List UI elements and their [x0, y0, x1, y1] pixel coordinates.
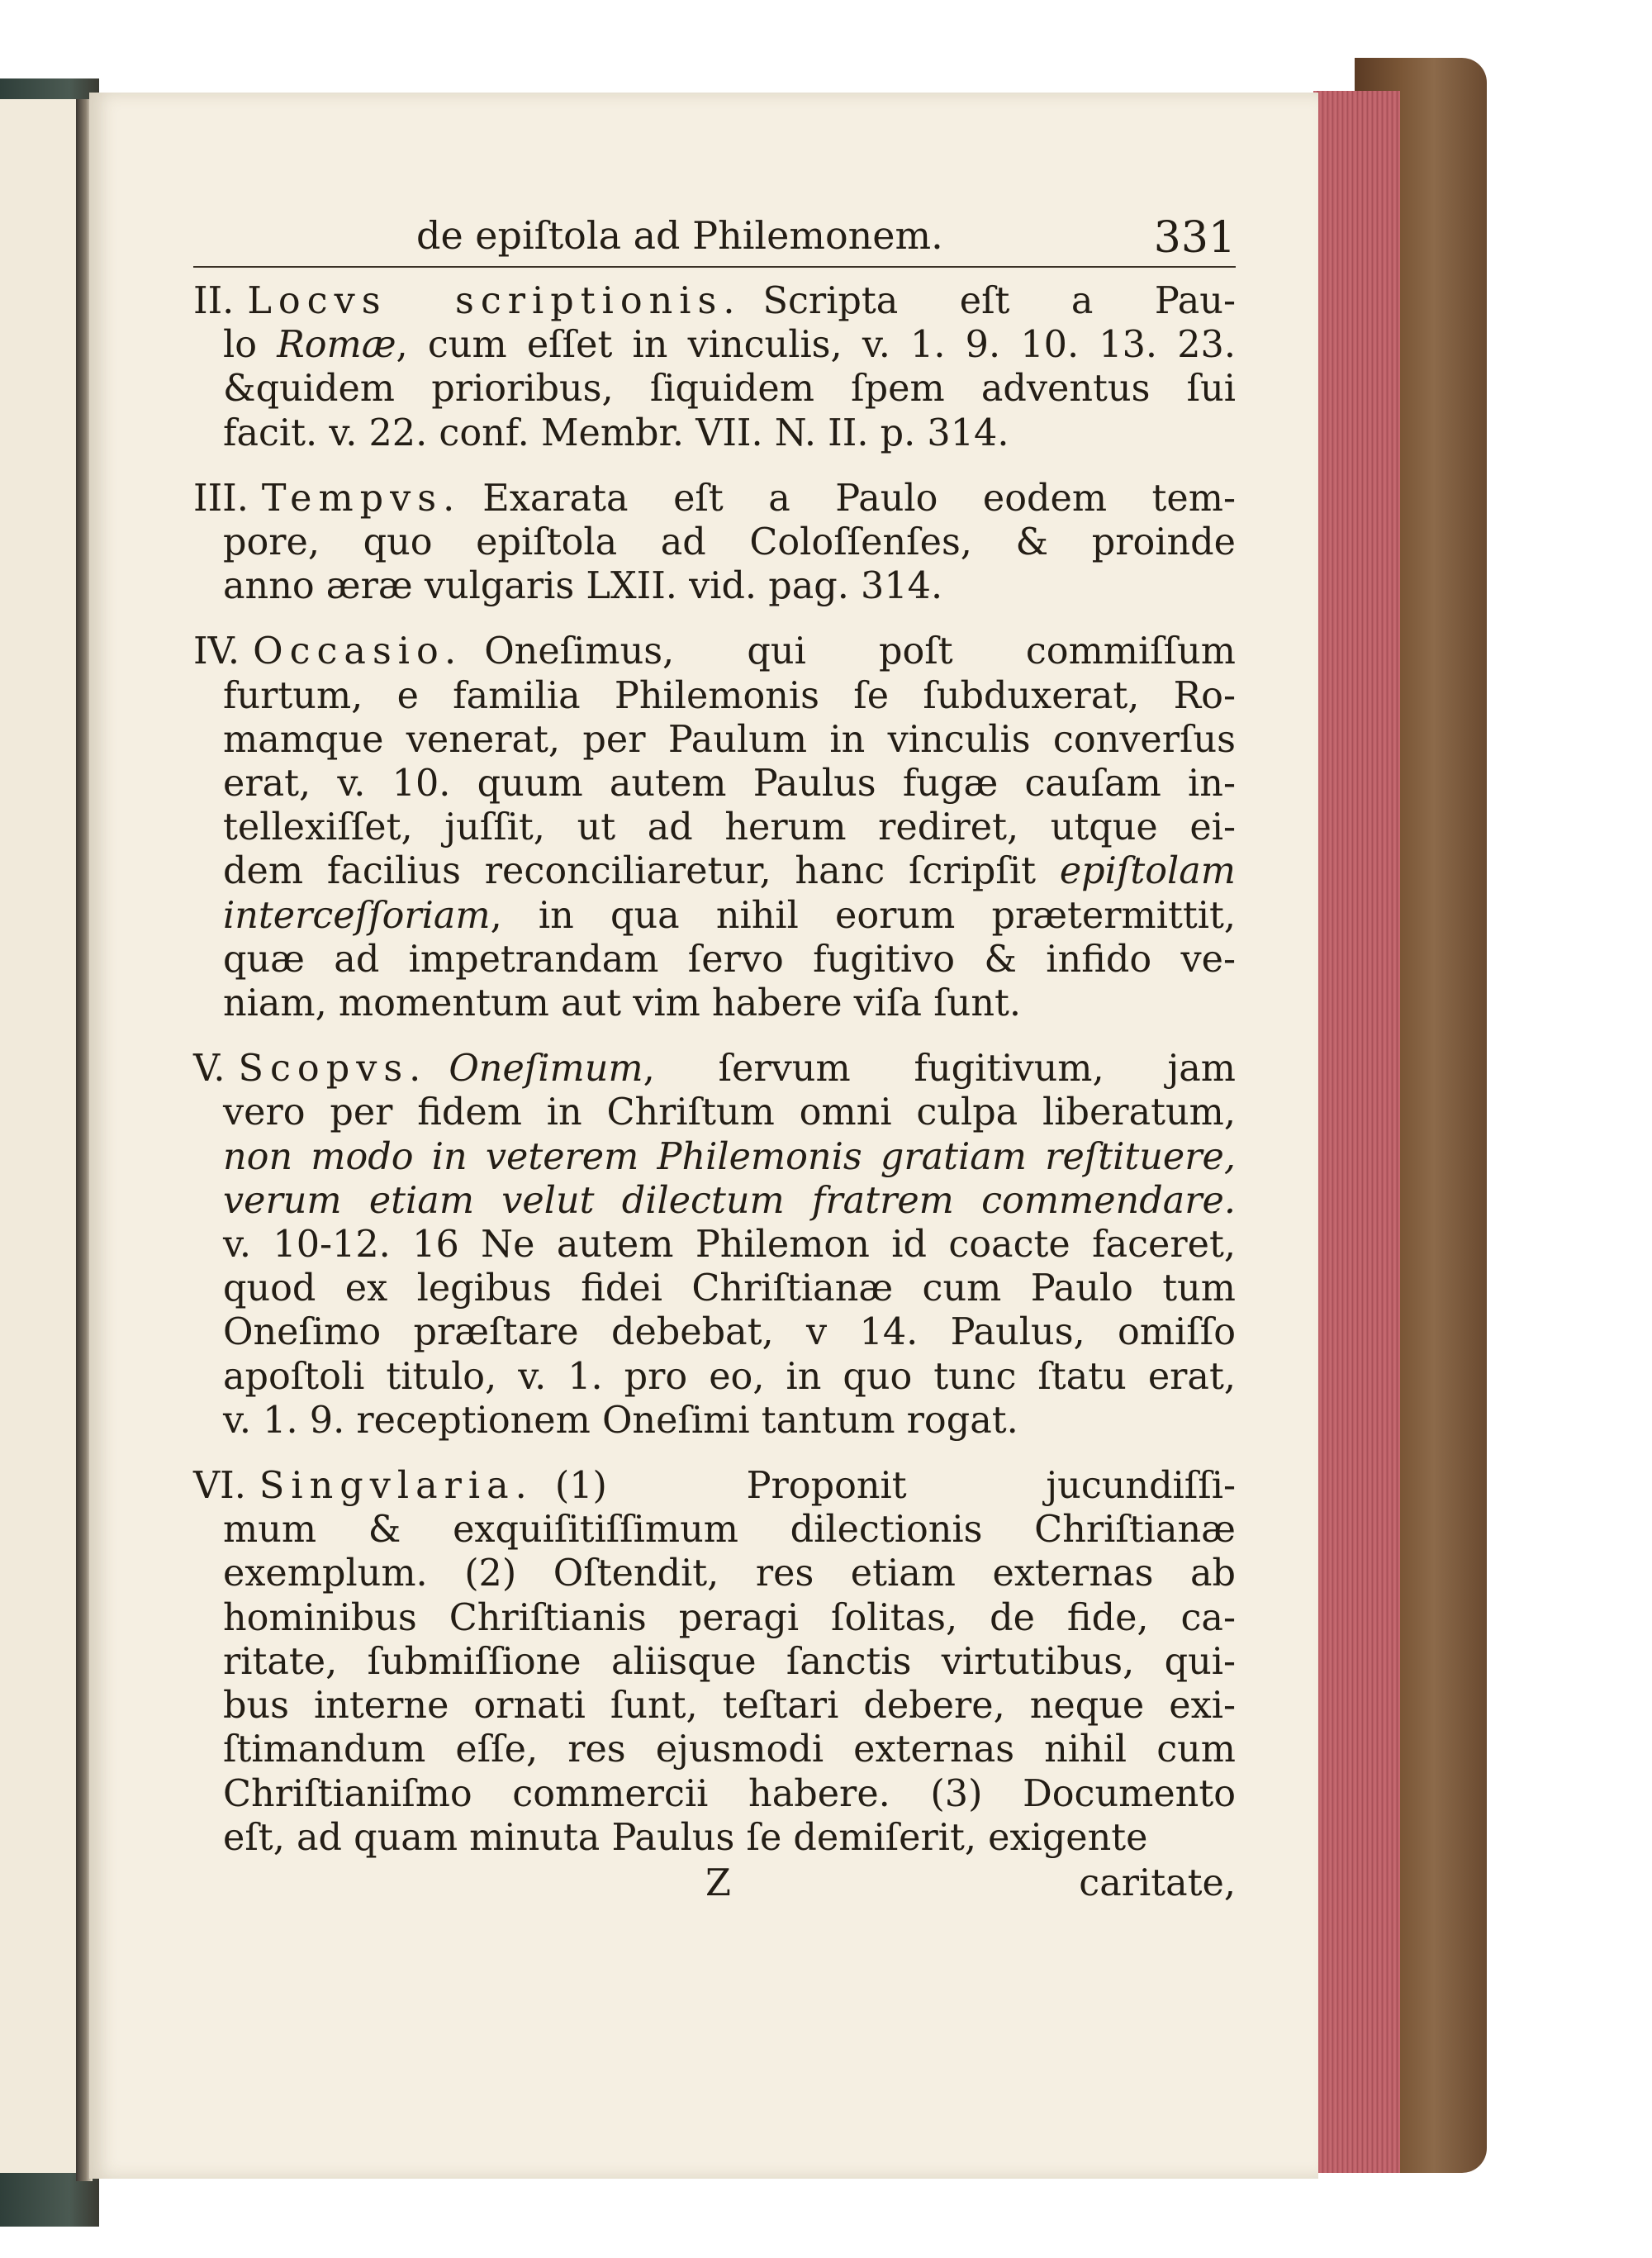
section-first-line [193, 279, 1236, 323]
line-text: tellexiſſet, juſſit, ut ad herum rediret, utque ei- [223, 806, 1236, 849]
text-line [193, 1091, 1236, 1134]
line-text: Scripta eſt a Pau- [762, 280, 1236, 322]
section-number: III. [193, 477, 249, 520]
text-line [193, 1399, 1236, 1443]
line-text: Exarata eſt a Paulo eodem tem- [482, 477, 1236, 520]
line-text: hominibus Chriſtianis peragi ſolitas, de fide, ca- [223, 1596, 1236, 1639]
line-text: Chriſtianiſmo commercii habere. (3) Documento [223, 1772, 1236, 1815]
page-number: 331 [1153, 213, 1236, 263]
text-line [193, 1816, 1236, 1860]
text-line [193, 1355, 1236, 1399]
text-line [193, 849, 1236, 893]
text-line [193, 718, 1236, 762]
line-text: Oneſimo præſtare debebat, v 14. Paulus, omiſſo [223, 1311, 1236, 1354]
text-line [193, 762, 1236, 806]
section-first-line [193, 1464, 1236, 1508]
text-line [193, 521, 1236, 564]
line-text [223, 1180, 1236, 1222]
text-line [193, 411, 1236, 455]
line-text: exemplum. (2) Oſtendit, res etiam externas ab [223, 1552, 1236, 1595]
section [193, 1464, 1236, 1860]
text-line [193, 1684, 1236, 1728]
text-line [193, 938, 1236, 982]
text-line [193, 1596, 1236, 1640]
line-text: eſt, ad quam minuta Paulus ſe demiſerit, exigente [223, 1816, 1148, 1859]
italic-text: Romæ [277, 324, 396, 367]
text-line [193, 1179, 1236, 1223]
line-text: lo Romæ, cum eſſet in vinculis, v. 1. 9. 10. 13. 23. [223, 324, 1236, 367]
text-line [193, 1135, 1236, 1179]
line-text: v. 10-12. 16 Ne autem Philemon id coacte faceret, [223, 1224, 1236, 1267]
text-line [193, 367, 1236, 411]
line-text: quod ex legibus fidei Chriſtianæ cum Paulo tum [223, 1267, 1236, 1310]
section-number: V. [193, 1048, 225, 1091]
section [193, 477, 1236, 609]
section-heading: Occasio. [253, 630, 463, 673]
line-text: mum & exquiſitiſſimum dilectionis Chriſtianæ [223, 1509, 1236, 1552]
line-text: apoſtoli titulo, v. 1. pro eo, in quo tunc ſtatu erat, [223, 1355, 1236, 1398]
line-text: Oneſimus, qui poſt commiſſum [484, 630, 1236, 673]
text-line [193, 1508, 1236, 1552]
text-line [193, 1772, 1236, 1816]
line-text: ritate, ſubmiſſione aliisque ſanctis virtutibus, qui- [223, 1640, 1236, 1683]
line-text: Oneſimum, ſervum fugitivum, jam [449, 1048, 1236, 1091]
text-line [193, 564, 1236, 608]
text-line [193, 1728, 1236, 1771]
text-block [193, 213, 1236, 1911]
line-text: v. 1. 9. receptionem Oneſimi tantum rogat. [223, 1399, 1018, 1442]
text-line [193, 806, 1236, 849]
section-number: VI. [193, 1465, 246, 1508]
text-line [193, 674, 1236, 718]
section-number: IV. [193, 630, 240, 673]
line-text: pore, quo epiſtola ad Coloſſenſes, & proinde [223, 521, 1236, 564]
line-text: quæ ad impetrandam ſervo fugitivo & infido ve- [223, 938, 1236, 981]
text-line [193, 323, 1236, 367]
line-text: mamque venerat, per Paulum in vinculis converſus [223, 718, 1236, 761]
text-line [193, 982, 1236, 1025]
catchword: caritate, [1079, 1861, 1236, 1904]
line-text: &quidem prioribus, ſiquidem ſpem adventus ſui [223, 368, 1236, 411]
line-text: anno æræ vulgaris LXII. vid. pag. 314. [223, 565, 943, 608]
text-line [193, 1223, 1236, 1267]
text-line [193, 894, 1236, 938]
page-footer [193, 1861, 1236, 1911]
section-heading: Tempvs. [261, 477, 462, 520]
italic-text: non modo in veterem Philemonis gratiam reſtituere, [223, 1135, 1236, 1178]
section [193, 630, 1236, 1025]
section-number: II. [193, 280, 235, 322]
line-text: interceſſoriam, in qua nihil eorum prætermittit, [223, 894, 1236, 937]
line-text [223, 1136, 1236, 1178]
italic-text: Oneſimum [449, 1048, 643, 1091]
section-first-line [193, 630, 1236, 673]
line-text: furtum, e familia Philemonis ſe ſubduxerat, Ro- [223, 674, 1236, 717]
facing-page-edge [0, 99, 78, 2173]
text-line [193, 1267, 1236, 1310]
line-text: niam, momentum aut vim habere viſa ſunt. [223, 982, 1022, 1025]
italic-text: interceſſoriam [223, 894, 491, 937]
section-first-line [193, 477, 1236, 521]
italic-text: verum etiam velut dilectum fratrem commendare. [223, 1179, 1236, 1222]
line-text: vero per fidem in Chriſtum omni culpa liberatum, [223, 1091, 1236, 1134]
section [193, 1047, 1236, 1443]
section [193, 279, 1236, 455]
running-head: de epiſtola ad Philemonem. [416, 213, 943, 258]
page-header [193, 213, 1236, 268]
section-heading: Scopvs. [238, 1048, 428, 1091]
section-first-line [193, 1047, 1236, 1091]
page-body [193, 279, 1236, 1860]
section-heading: Singvlaria. [259, 1465, 534, 1508]
text-line [193, 1552, 1236, 1595]
line-text: dem facilius reconciliaretur, hanc ſcripſit epiſtolam [223, 850, 1236, 893]
section-heading: Locvs scriptionis. [247, 280, 742, 322]
line-text: (1) Proponit jucundiſſi- [554, 1465, 1236, 1508]
red-fore-edge [1313, 91, 1400, 2173]
line-text: bus interne ornati ſunt, teſtari debere, neque exi- [223, 1685, 1236, 1728]
signature-mark: Z [705, 1861, 731, 1904]
line-text: erat, v. 10. quum autem Paulus fugæ cauſam in- [223, 763, 1236, 806]
text-line [193, 1310, 1236, 1354]
line-text: ſtimandum eſſe, res ejusmodi externas nihil cum [223, 1728, 1236, 1771]
book-page [89, 93, 1318, 2179]
line-text: facit. v. 22. conf. Membr. VII. N. II. p. 314. [223, 411, 1009, 454]
italic-text: epiſtolam [1059, 850, 1236, 893]
text-line [193, 1640, 1236, 1684]
